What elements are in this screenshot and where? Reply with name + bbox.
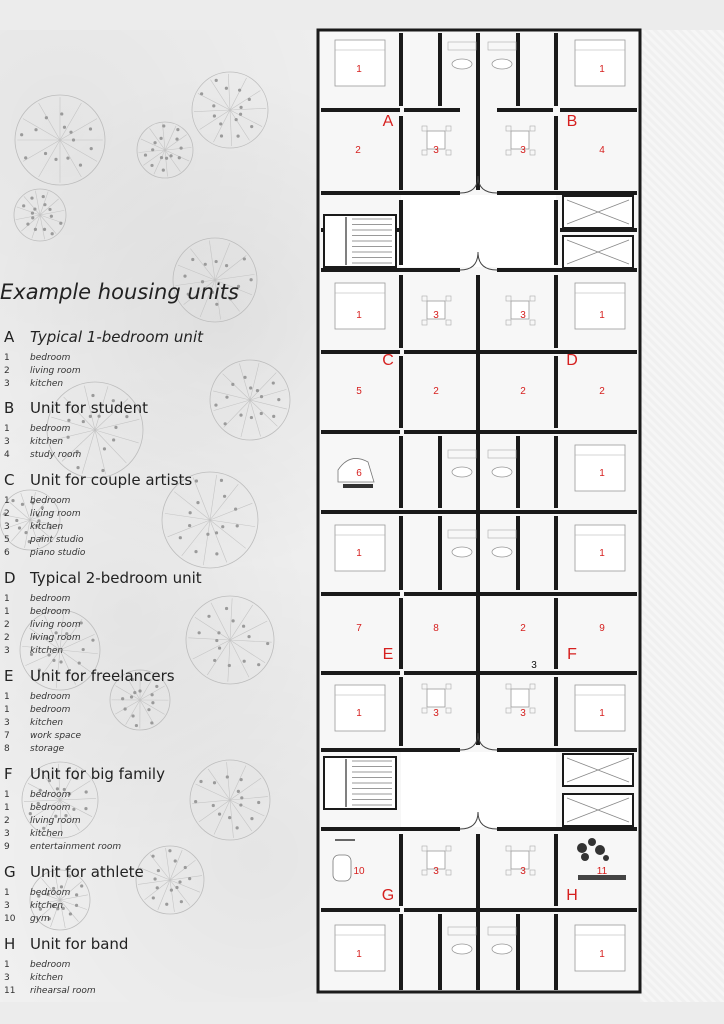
legend-unit-letter: B [4,399,15,417]
legend-room-name: kitchen [30,901,64,911]
plan-room-number: 2 [355,145,361,156]
plan-unit-label-b: B [566,113,578,130]
legend-room-number: 1 [4,960,10,970]
legend-room-number: 3 [4,379,10,389]
legend-room-name: paint studio [30,535,84,545]
legend-room-number: 1 [4,353,10,363]
legend-unit-name: Unit for band [30,935,129,953]
plan-room-number: 1 [599,310,605,321]
bed [575,925,625,971]
legend-room-name: living room [30,509,81,519]
treadmill [333,855,351,881]
plan-room-number: 2 [520,386,526,397]
dining-table [427,689,445,707]
legend-room-name: entertainment room [30,842,122,852]
bed [335,40,385,86]
plan-room-number: 10 [353,866,365,877]
legend-room-name: storage [30,744,65,754]
plan-room-number: 2 [599,386,605,397]
legend-room-name: gym [30,914,50,924]
plan-room-number: 1 [356,64,362,75]
plan-unit-label-e: E [382,646,394,663]
legend-room-number: 8 [4,744,10,754]
plan-room-number: 3 [520,708,526,719]
legend-room-name: living room [30,620,81,630]
legend-unit-letter: D [4,569,16,587]
plan-room-number: 11 [596,866,608,877]
bed-frame [575,40,625,86]
legend-title: Example housing units [0,280,239,304]
legend-room-number: 1 [4,496,10,506]
plan-room-number: 1 [599,468,605,479]
legend-room-name: bedroom [30,594,71,604]
legend-unit-letter: A [4,328,15,346]
legend-room-name: kitchen [30,522,64,532]
legend-room-name: bedroom [30,353,71,363]
plan-room-number: 3 [433,145,439,156]
legend-room-number: 1 [4,692,10,702]
legend-room-name: kitchen [30,437,64,447]
plan-room-number: 1 [599,949,605,960]
plan-room-number: 1 [599,708,605,719]
legend-room-name: bedroom [30,790,71,800]
legend-room-name: bedroom [30,496,71,506]
bed-frame [575,925,625,971]
plan-room-number: 6 [356,468,362,479]
legend-room-number: 2 [4,816,10,826]
plan-room-number: 3 [433,708,439,719]
plan-unit-label-h: H [566,887,578,904]
stair-core [324,215,396,267]
legend-room-number: 1 [4,424,10,434]
plan-room-number: 1 [356,310,362,321]
legend-unit-name: Unit for freelancers [30,667,175,685]
washbasin [452,547,472,557]
legend-unit-name: Typical 2-bedroom unit [30,569,202,587]
plan-unit-label-c: C [382,352,394,369]
plan-room-number: 4 [599,145,605,156]
plan-room-number: 1 [356,949,362,960]
legend-room-name: bedroom [30,424,71,434]
legend-unit-letter: E [4,667,14,685]
legend-unit-letter: H [4,935,16,953]
plan-room-number: 3 [433,866,439,877]
legend-room-number: 1 [4,790,10,800]
legend-room-name: bedroom [30,607,71,617]
bed [575,283,625,329]
legend-room-name: living room [30,633,81,643]
stair-core [324,757,396,809]
plan-room-number: 9 [599,623,605,634]
legend-room-name: bedroom [30,960,71,970]
drum [595,845,605,855]
legend-room-number: 2 [4,620,10,630]
plan-room-number: 3 [433,310,439,321]
bed-frame [335,40,385,86]
legend-room-name: work space [30,731,82,741]
legend-room-number: 2 [4,633,10,643]
legend-room-name: bedroom [30,803,71,813]
drum [588,838,596,846]
legend-room-number: 3 [4,718,10,728]
drum [603,855,609,861]
plan-room-number: 1 [599,64,605,75]
plan-room-number: 7 [356,623,362,634]
dining-table [511,689,529,707]
legend-room-number: 1 [4,705,10,715]
legend-room-name: living room [30,366,81,376]
plan-room-number: 1 [356,708,362,719]
piano-keys [343,484,373,488]
legend-room-number: 6 [4,548,10,558]
legend-room-name: rihearsal room [30,986,96,996]
drum [577,843,587,853]
bed [335,925,385,971]
legend-room-name: living room [30,816,81,826]
legend-room-number: 3 [4,901,10,911]
legend-room-name: study room [30,450,82,460]
legend-room-number: 2 [4,366,10,376]
bed [335,283,385,329]
bed [575,40,625,86]
legend-room-number: 3 [4,437,10,447]
plan-room-number: 3 [520,866,526,877]
legend-room-number: 4 [4,450,10,460]
washbasin [452,59,472,69]
legend-room-name: bedroom [30,888,71,898]
lift-shaft [563,794,633,826]
legend-room-number: 3 [4,973,10,983]
lift-shaft [563,236,633,268]
legend-room-number: 1 [4,888,10,898]
legend-room-number: 1 [4,803,10,813]
plan-room-number: 8 [433,623,439,634]
legend-room-name: bedroom [30,705,71,715]
legend-unit-name: Typical 1-bedroom unit [30,328,203,346]
legend-room-name: kitchen [30,829,64,839]
legend-room-number: 7 [4,731,10,741]
legend-room-name: kitchen [30,718,64,728]
legend-room-number: 1 [4,607,10,617]
plan-room-number: 1 [356,548,362,559]
legend-room-number: 5 [4,535,10,545]
legend-unit-letter: F [4,765,13,783]
plan-room-number: 1 [599,548,605,559]
legend-unit-name: Unit for student [30,399,149,417]
legend-room-name: kitchen [30,379,64,389]
washbasin [492,59,512,69]
legend-room-number: 1 [4,594,10,604]
legend-room-name: kitchen [30,973,64,983]
bed-frame [335,283,385,329]
legend-room-number: 3 [4,522,10,532]
washbasin [492,467,512,477]
legend-room-number: 9 [4,842,10,852]
legend-unit-name: Unit for big family [30,765,165,783]
legend-room-number: 10 [4,914,16,924]
washbasin [452,944,472,954]
plan-unit-label-f: F [567,646,577,663]
plan-unit-label-d: D [566,352,578,369]
plan-room-number: 3 [531,660,537,671]
legend-unit-name: Unit for couple artists [30,471,193,489]
legend-unit-letter: G [4,863,16,881]
legend-room-number: 2 [4,509,10,519]
legend-room-name: piano studio [30,548,86,558]
legend-room-number: 11 [4,986,16,996]
legend-room-number: 3 [4,646,10,656]
lift-shaft [563,196,633,228]
plan-room-number: 2 [433,386,439,397]
drum [581,853,589,861]
legend-room-number: 3 [4,829,10,839]
washbasin [492,547,512,557]
bed-frame [575,283,625,329]
plan-room-number: 3 [520,310,526,321]
lift-shaft [563,754,633,786]
plan-room-number: 3 [520,145,526,156]
legend-unit-letter: C [4,471,15,489]
plan-unit-label-a: A [382,113,394,130]
legend-room-name: bedroom [30,692,71,702]
plan-room-number: 2 [520,623,526,634]
legend-room-name: kitchen [30,646,64,656]
legend-unit-name: Unit for athlete [30,863,144,881]
plan-unit-label-g: G [381,887,395,904]
bed-frame [335,925,385,971]
plan-room-number: 5 [356,386,362,397]
washbasin [492,944,512,954]
washbasin [452,467,472,477]
